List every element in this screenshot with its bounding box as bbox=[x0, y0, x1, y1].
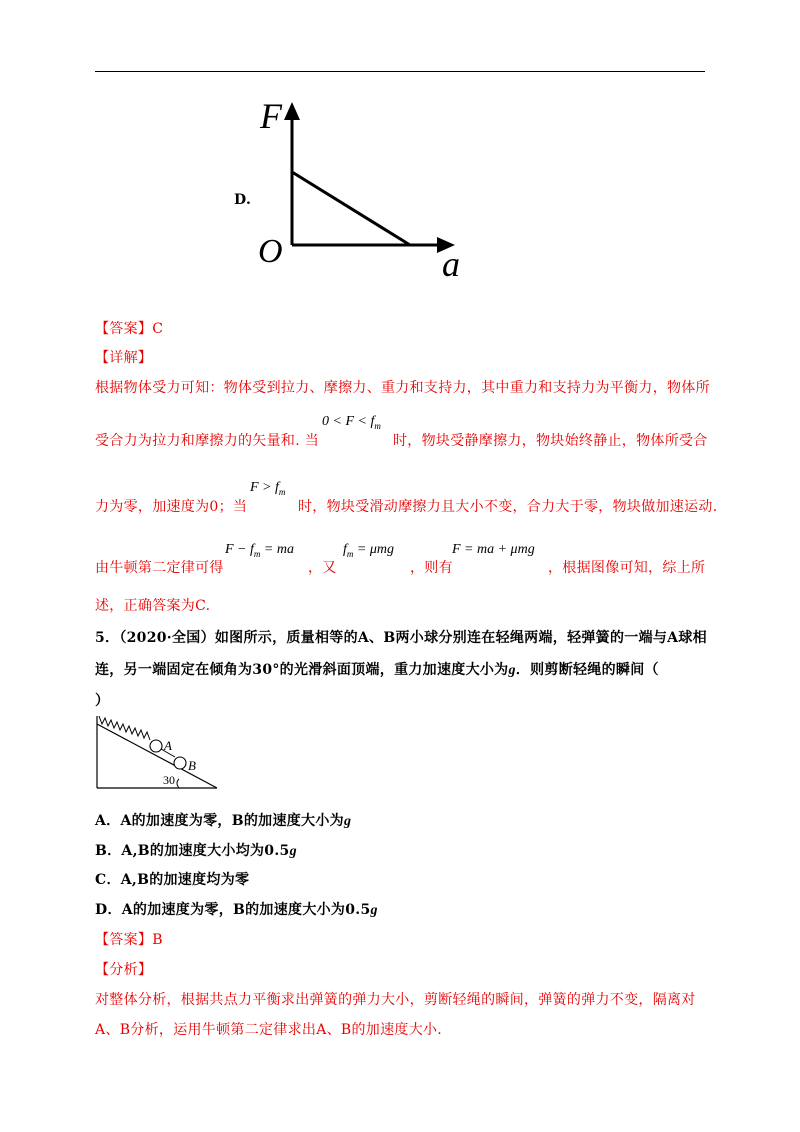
detail-tag: 【详解】 bbox=[95, 350, 153, 366]
formula-friction: $f_m = \mu mg$ bbox=[343, 542, 394, 559]
question-5-line-3: ） bbox=[95, 693, 110, 709]
detail-line-4b: ，又 bbox=[308, 560, 337, 576]
detail-line-2a: 受合力为拉力和摩擦力的矢量和. 当 bbox=[95, 433, 319, 449]
origin-label: O bbox=[258, 233, 283, 270]
graph-line bbox=[292, 172, 410, 245]
detail-line-1: 根据物体受力可知：物体受到拉力、摩擦力、重力和支持力，其中重力和支持力为平衡力，物体所 bbox=[95, 380, 710, 396]
ball-b bbox=[174, 757, 186, 769]
option-a: A．A的加速度为零，B的加速度大小为g bbox=[95, 813, 352, 829]
answer-1: 【答案】C bbox=[95, 321, 164, 337]
detail-line-4c: ，则有 bbox=[410, 560, 453, 576]
formula-result: F = ma + μmg bbox=[452, 542, 535, 557]
analysis-line-1: 对整体分析，根据共点力平衡求出弹簧的弹力大小，剪断轻绳的瞬间，弹簧的弹力不变，隔离对 bbox=[95, 992, 696, 1008]
detail-line-3b: 时，物块受滑动摩擦力且大小不变，合力大于零，物块做加速运动. bbox=[298, 499, 718, 515]
formula-sliding-friction: $F > f_m$ bbox=[250, 480, 286, 497]
detail-line-4d: ，根据图像可知，综上所 bbox=[548, 560, 706, 576]
detail-line-2b: 时，物块受静摩擦力，物块始终静止，物体所受合 bbox=[393, 433, 708, 449]
x-axis-label: a bbox=[442, 244, 460, 284]
analysis-tag: 【分析】 bbox=[95, 962, 153, 978]
question-5-line-2: 连，另一端固定在倾角为30°的光滑斜面顶端，重力加速度大小为g．则剪断轻绳的瞬间（ bbox=[95, 662, 659, 678]
f-a-graph bbox=[250, 90, 480, 285]
option-d: D．A的加速度为零，B的加速度大小为0.5g bbox=[95, 902, 378, 918]
y-axis-label: F bbox=[260, 96, 282, 136]
ball-a bbox=[150, 740, 162, 752]
ball-a-label: A bbox=[164, 738, 172, 753]
spring bbox=[99, 716, 150, 740]
angle-label: 30 bbox=[163, 773, 175, 787]
incline-figure bbox=[95, 712, 225, 792]
detail-line-4a: 由牛顿第二定律可得 bbox=[95, 560, 224, 576]
option-c: C．A,B的加速度均为零 bbox=[95, 872, 250, 888]
question-5-line-1: 5．（2020·全国）如图所示，质量相等的A、B两小球分别连在轻绳两端，轻弹簧的一端与A球相 bbox=[95, 630, 707, 646]
formula-newton: $F - f_m$ = ma bbox=[225, 542, 294, 559]
detail-line-3a: 力为零，加速度为0；当 bbox=[95, 499, 248, 515]
detail-line-5: 述，正确答案为C. bbox=[95, 598, 211, 614]
answer-2: 【答案】B bbox=[95, 932, 163, 948]
header-rule bbox=[95, 71, 705, 72]
option-b: B．A,B的加速度大小均为0.5g bbox=[95, 843, 297, 859]
y-axis-arrow bbox=[284, 102, 300, 120]
option-d-label: D. bbox=[234, 192, 252, 208]
angle-arc bbox=[177, 779, 179, 788]
incline-slope bbox=[97, 724, 217, 788]
formula-static-friction: $0 < F < f_m$ bbox=[322, 414, 381, 431]
ball-b-label: B bbox=[188, 758, 196, 773]
analysis-line-2: A、B分析，运用牛顿第二定律求出A、B的加速度大小. bbox=[95, 1022, 443, 1038]
